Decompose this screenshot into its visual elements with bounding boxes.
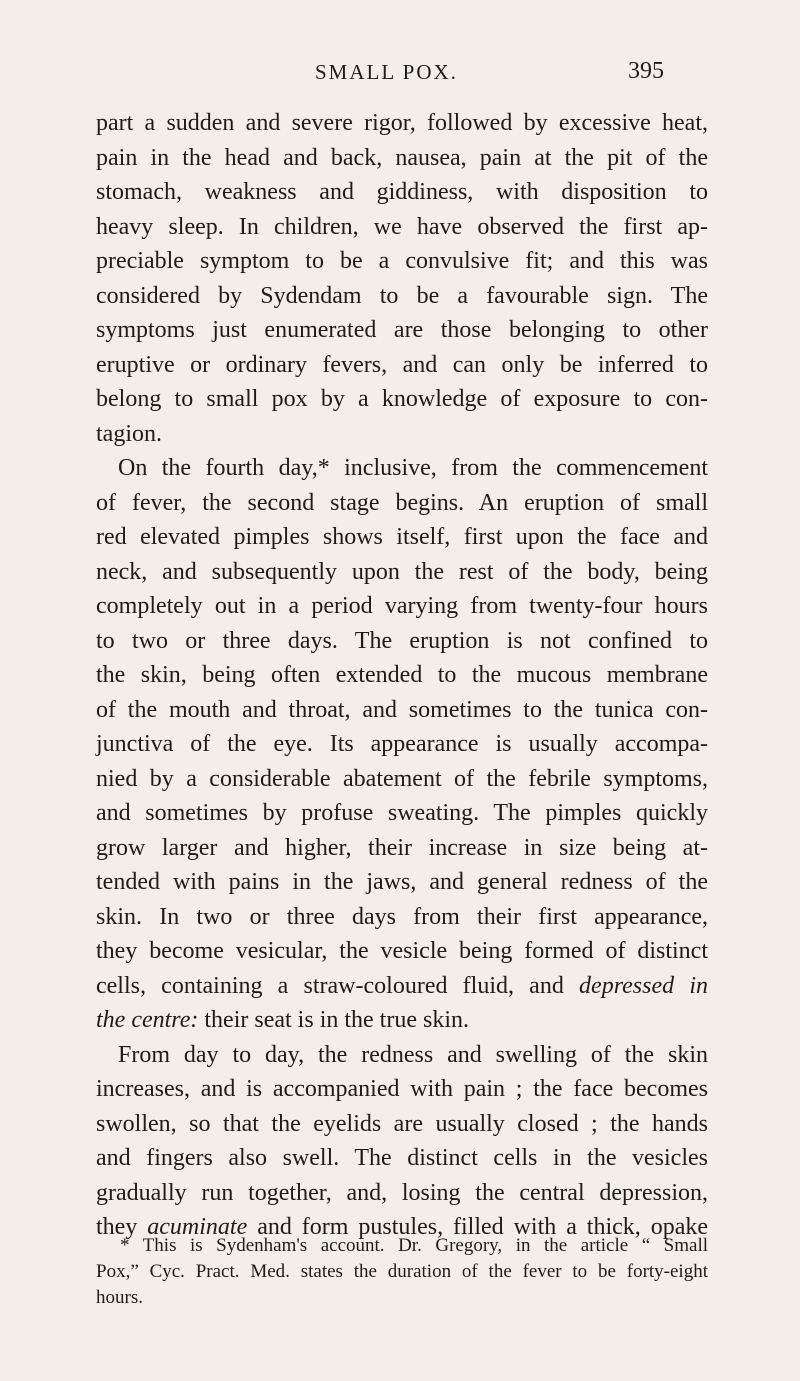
text-segment: they xyxy=(96,1214,138,1240)
text-line: belong to small pox by a knowledge of exposure to con- xyxy=(96,386,708,412)
text-line-with-italic xyxy=(96,969,708,1004)
text-line: eruptive or ordinary fevers, and can only be inferred to xyxy=(96,351,708,378)
text-line: On the fourth day,* inclusive, from the commencement xyxy=(118,455,708,481)
text-line: stomach, weakness and giddiness, with disposition to xyxy=(96,179,708,205)
text-line: heavy sleep. In children, we have observed the first ap- xyxy=(96,213,708,240)
text-line: preciable symptom to be a convulsive fit; and this was xyxy=(96,248,708,274)
text-line: and fingers also swell. The distinct cells in the vesicles xyxy=(96,1145,708,1171)
text-line: part a sudden and severe rigor, followed by excessive heat, xyxy=(96,110,708,136)
running-header xyxy=(0,60,800,90)
text-line-with-italic xyxy=(96,1003,708,1038)
text-line: symptoms just enumerated are those belonging to other xyxy=(96,317,708,343)
footnote-line: Pox,” Cyc. Pract. Med. states the duration of the fever to be forty-eight xyxy=(96,1261,708,1282)
text-segment: and form pustules, filled with a thick, opake xyxy=(257,1214,709,1240)
text-line: tagion. xyxy=(96,420,162,447)
main-text xyxy=(96,106,708,1245)
footnote-line: * This is Sydenham's account. Dr. Gregory, in the article “ Small xyxy=(120,1235,708,1256)
text-line: skin. In two or three days from their first appearance, xyxy=(96,903,708,930)
text-line: tended with pains in the jaws, and general redness of the xyxy=(96,869,708,895)
text-line: neck, and subsequently upon the rest of the body, being xyxy=(96,558,708,585)
text-line: nied by a considerable abatement of the febrile symptoms, xyxy=(96,765,708,792)
text-line: red elevated pimples shows itself, first upon the face and xyxy=(96,524,708,550)
footnote xyxy=(96,1233,708,1311)
text-line: considered by Sydendam to be a favourable sign. The xyxy=(96,282,708,309)
text-line: swollen, so that the eyelids are usually closed ; the hands xyxy=(96,1110,708,1137)
page-number: 395 xyxy=(628,58,664,84)
text-segment: their seat is in the true skin. xyxy=(204,1007,469,1033)
text-segment: cells, containing a straw-coloured fluid, and xyxy=(96,972,564,999)
text-line: completely out in a period varying from twenty-four hours xyxy=(96,593,708,619)
text-line: junctiva of the eye. Its appearance is usually accompa- xyxy=(96,731,708,757)
text-line: and sometimes by profuse sweating. The pimples quickly xyxy=(96,800,708,826)
text-line: of the mouth and throat, and sometimes to the tunica con- xyxy=(96,696,708,723)
text-line: gradually run together, and, losing the central depression, xyxy=(96,1179,708,1206)
italic-phrase: depressed in xyxy=(579,972,708,999)
text-line: to two or three days. The eruption is not confined to xyxy=(96,627,708,654)
text-line: increases, and is accompanied with pain ; the face becomes xyxy=(96,1076,708,1102)
italic-phrase: acuminate xyxy=(147,1214,248,1240)
text-line: they become vesicular, the vesicle being formed of distinct xyxy=(96,938,708,964)
running-title: SMALL POX. xyxy=(315,60,458,84)
footnote-line: hours. xyxy=(96,1287,143,1308)
text-line: From day to day, the redness and swelling of the skin xyxy=(118,1041,708,1068)
text-line: pain in the head and back, nausea, pain at the pit of the xyxy=(96,144,708,171)
text-line: the skin, being often extended to the mucous membrane xyxy=(96,662,708,688)
italic-phrase: the centre: xyxy=(96,1007,199,1033)
text-line: of fever, the second stage begins. An eruption of small xyxy=(96,489,708,516)
text-line: grow larger and higher, their increase in size being at- xyxy=(96,834,708,861)
